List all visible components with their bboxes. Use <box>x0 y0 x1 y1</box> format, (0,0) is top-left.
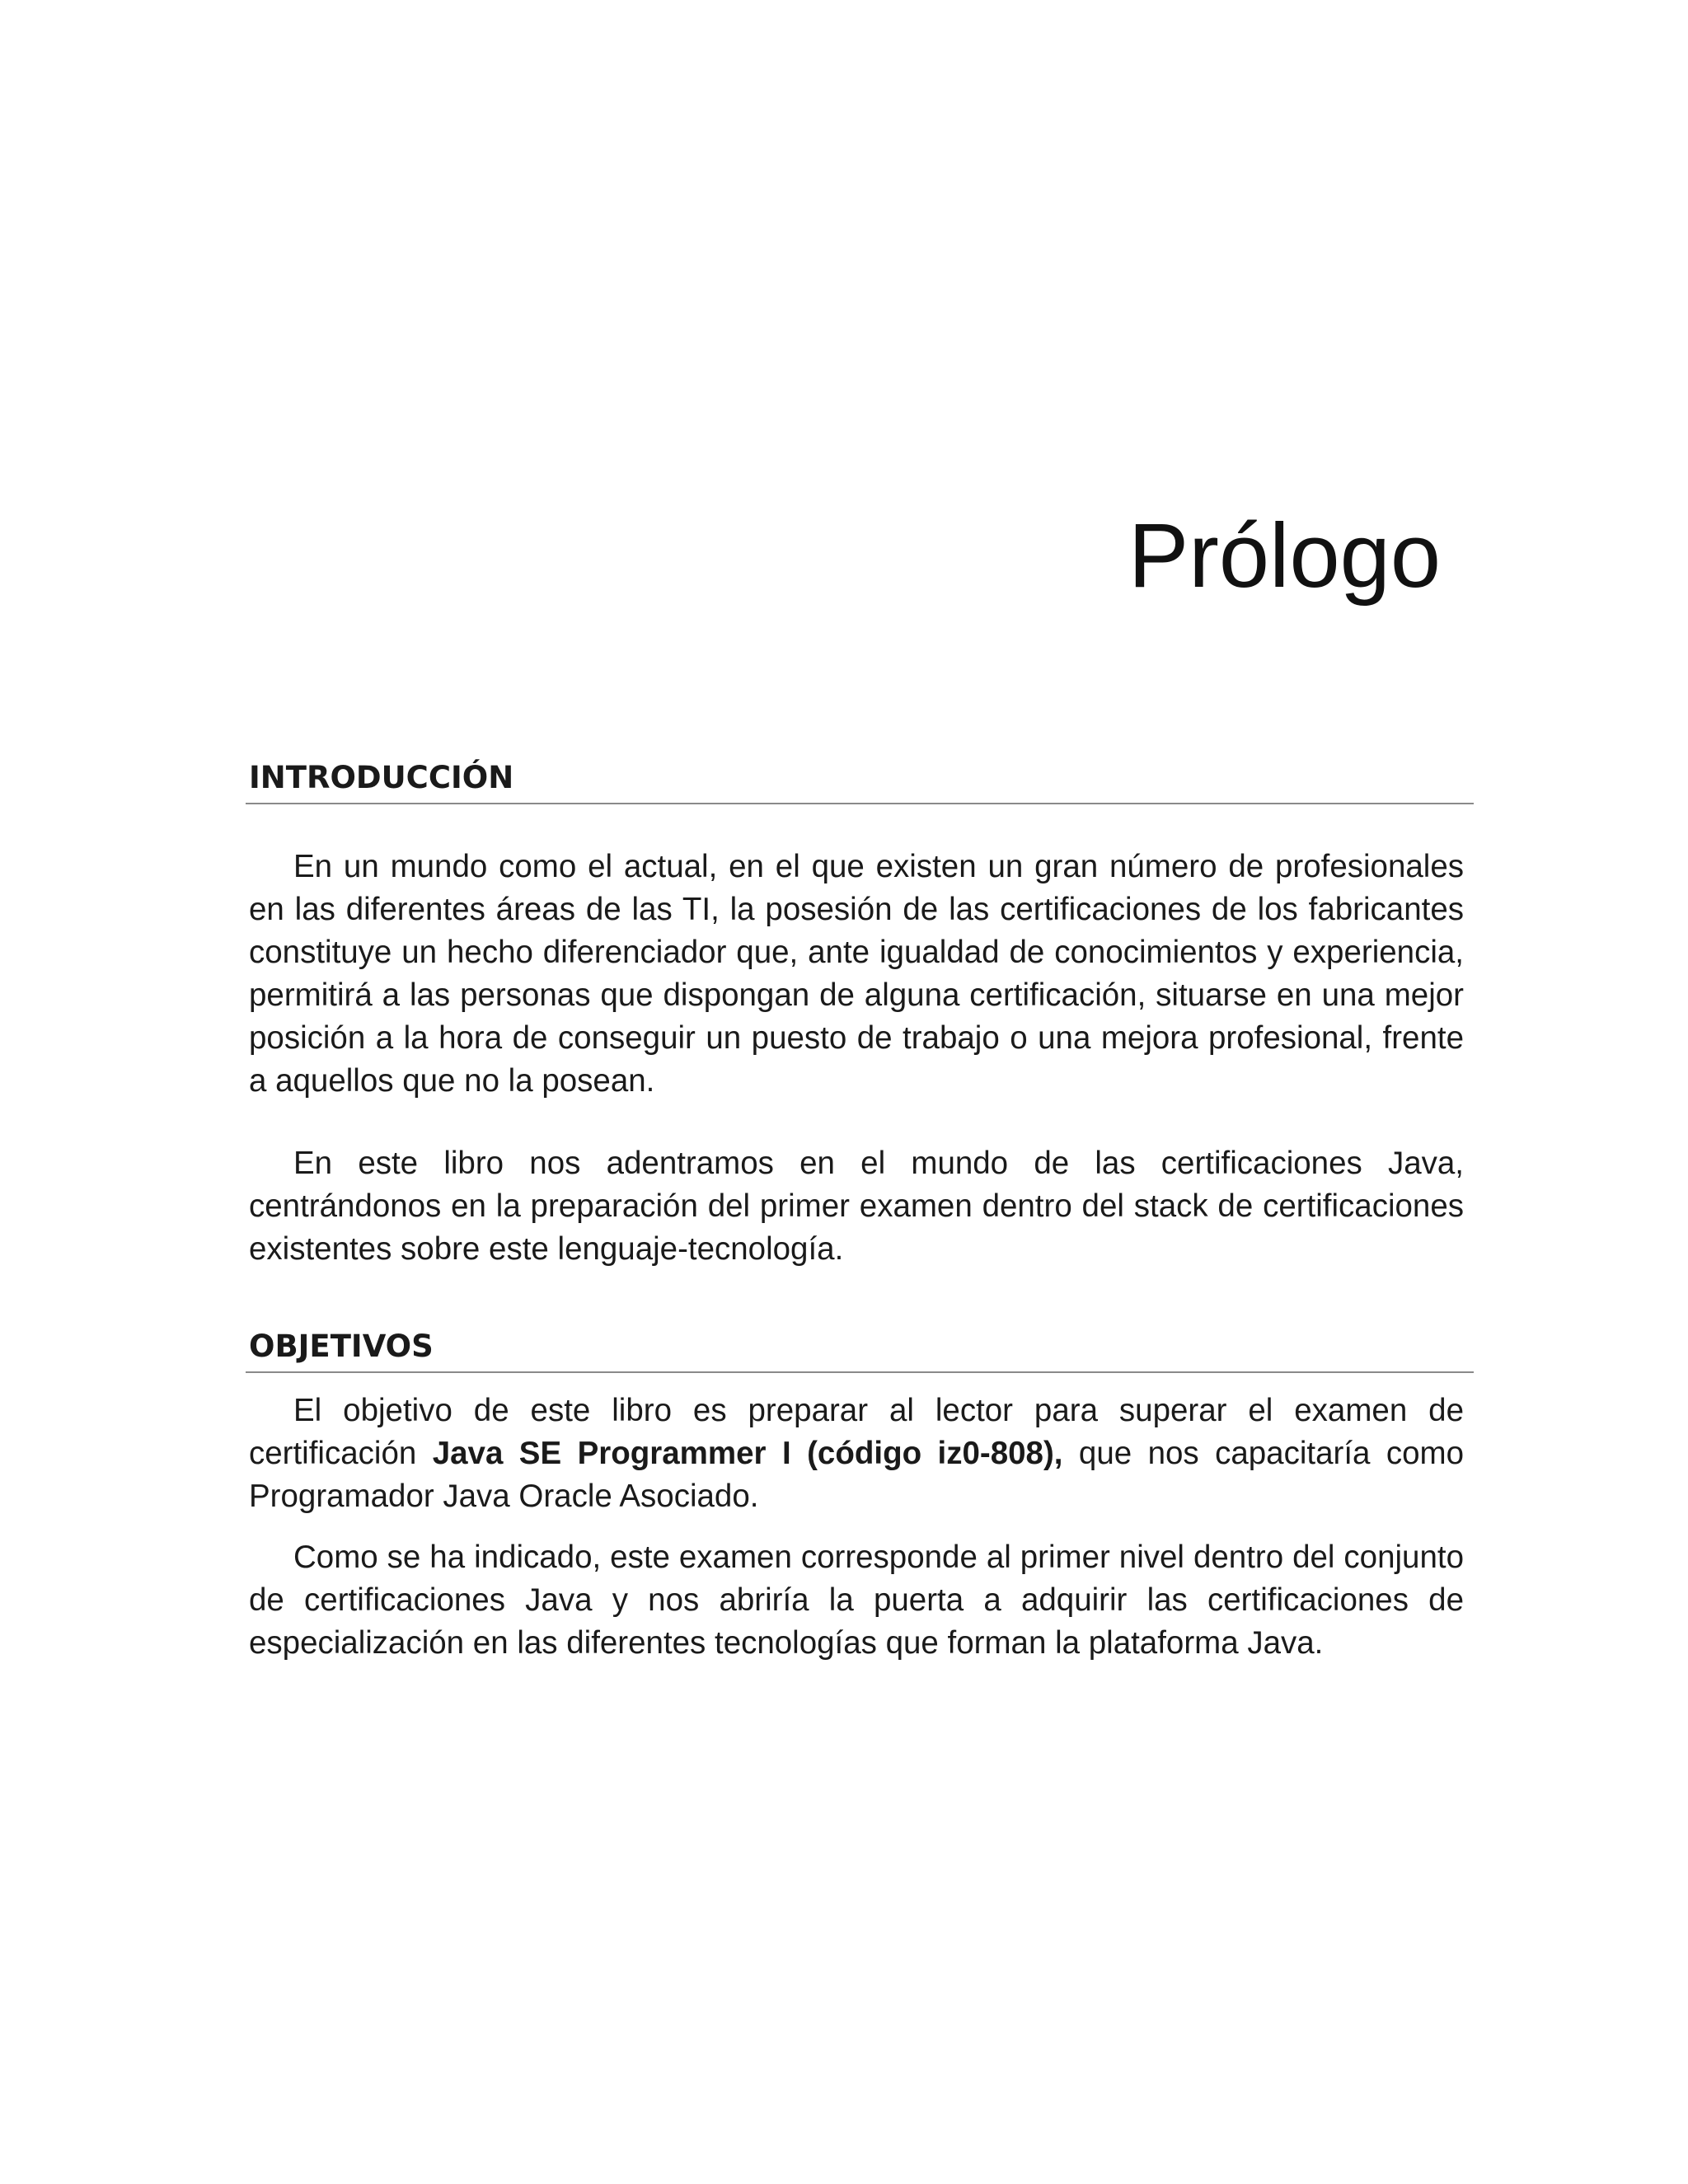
section-introduccion <box>246 758 1474 1271</box>
objectives-paragraph-1 <box>246 1390 1474 1518</box>
section-heading-introduccion: INTRODUCCIÓN <box>246 758 1474 804</box>
section-heading-objetivos: OBJETIVOS <box>246 1327 1474 1373</box>
intro-paragraph-2: En este libro nos adentramos en el mundo de las certificaciones Java, centrándonos en la preparación del primer examen dentro del stack de certificaciones existentes sobre este lenguaje-tecnología. <box>249 1146 1464 1267</box>
chapter-title: Prólogo <box>1128 505 1441 607</box>
objectives-paragraph-1-text-after: que nos capacitaría como Programador Java Oracle Asociado. <box>249 1436 1465 1514</box>
intro-paragraph-1: En un mundo como el actual, en el que existen un gran número de profesionales en las diferentes áreas de las TI, la posesión de las certificaciones de los fabricantes constituye un hecho diferenciador que, ante igualdad de conocimientos y experiencia, permitirá a las personas que dispongan de alguna certificación, situarse en una mejor posición a la hora de conseguir un puesto de trabajo o una mejora profesional, frente a aquellos que no la posean. <box>249 849 1464 1099</box>
exam-name-bold: Java SE Programmer I (código iz0-808), <box>432 1436 1063 1471</box>
objectives-paragraph-2: Como se ha indicado, este examen corresponde al primer nivel dentro del conjunto de certificaciones Java y nos abriría la puerta a adquirir las certificaciones de especialización en las diferentes tecnologías que forman la plataforma Java. <box>249 1540 1464 1661</box>
section-objetivos <box>246 1327 1474 1665</box>
objectives-paragraph-1-text-before: El objetivo de este libro es preparar al lector para superar el examen de certificación <box>249 1393 1464 1471</box>
